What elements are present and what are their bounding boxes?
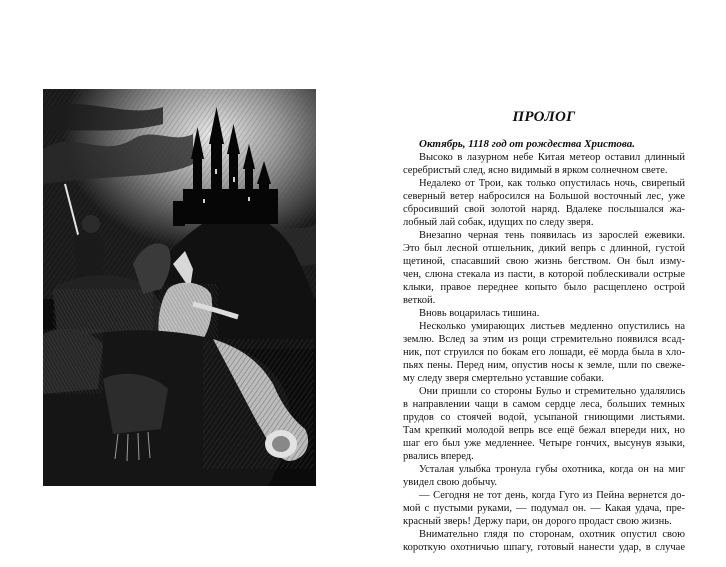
text-line: — Сегодня не тот день, когда Гуго из Пейна вернется до- (419, 490, 685, 501)
text-line: пьях пены. Перед ним, опустив носы к земле, шли по свеже- (403, 360, 685, 371)
text-line: лобный лай собак, идущих по следу зверя. (403, 217, 594, 228)
text-page (403, 108, 685, 554)
text-line: щетиной, спасавший свою жизнь бегством. Он был изму- (403, 256, 685, 267)
text-line: Внезапно черная тень появилась из зарослей ежевики. (419, 230, 685, 241)
text-line: Вновь воцарилась тишина. (419, 308, 540, 319)
text-line: короткую охотничью шпагу, готовый нанести удар, в случае (403, 542, 685, 553)
text-line: серебристый след, ясно видимый в ярком солнечном свете. (403, 165, 668, 176)
text-line: Усталая улыбка тронула губы охотника, когда он на миг (419, 464, 685, 475)
text-line: землю. Вслед за этим из рощи стремительно появился всад- (403, 334, 685, 345)
chapter-title: ПРОЛОГ (512, 109, 576, 125)
illustration-castle-riders (43, 89, 316, 486)
text-line: ник, пот струился по бокам его лошади, её морда была в хло- (403, 347, 685, 358)
text-line: веткой. (403, 295, 436, 306)
text-line: прудов со стоячей водой, усыпаной гниющими листьями. (403, 412, 685, 423)
text-line: Там крепкий молодой вепрь все ещё бежал впереди них, но (403, 425, 685, 436)
text-line: клыки, правое переднее копыто было расщеплено острой (403, 282, 685, 293)
text-line: увидел свою добычу. (403, 477, 498, 488)
text-line: шаг его был уже медленнее. Четыре гончих, высунув языки, (403, 438, 685, 449)
text-line: северный ветер набросился на Большой восточный лес, уже (403, 191, 685, 202)
text-line: Они пришли со стороны Бульо и стремительно удалялись (419, 386, 685, 397)
text-line: му следу зверя смертельно уставшие собаки. (403, 373, 604, 384)
text-line: Внимательно глядя по сторонам, охотник опустил свою (419, 529, 685, 540)
text-line: в направлении чащи в самом сердце леса, больших темных (403, 399, 685, 410)
text-line: красный зверь! Держу пари, он дорого продаст свою жизнь. (403, 516, 672, 527)
body-text (403, 151, 685, 554)
text-line: рвались вперед. (403, 451, 474, 462)
text-line: Высоко в лазурном небе Китая метеор оставил длинный (419, 152, 685, 163)
text-line: чен, слюна стекала из пасти, в которой поблескивали острые (403, 269, 685, 280)
text-line: Несколько умирающих листьев медленно опустились на (419, 321, 685, 332)
text-line: мой с пустыми руками, — подумал он. — Какая удача, пре- (403, 503, 685, 514)
date-line: Октябрь, 1118 год от рождества Христова. (419, 138, 635, 150)
engraving-image (43, 89, 316, 486)
text-line: сбросивший свой золотой наряд. Вдалеке послышался жа- (403, 204, 685, 215)
text-line: Это был лесной отшельник, дикий вепрь с длинной, густой (403, 243, 685, 254)
text-line: Недалеко от Трои, как только опустилась ночь, свирепый (419, 178, 685, 189)
